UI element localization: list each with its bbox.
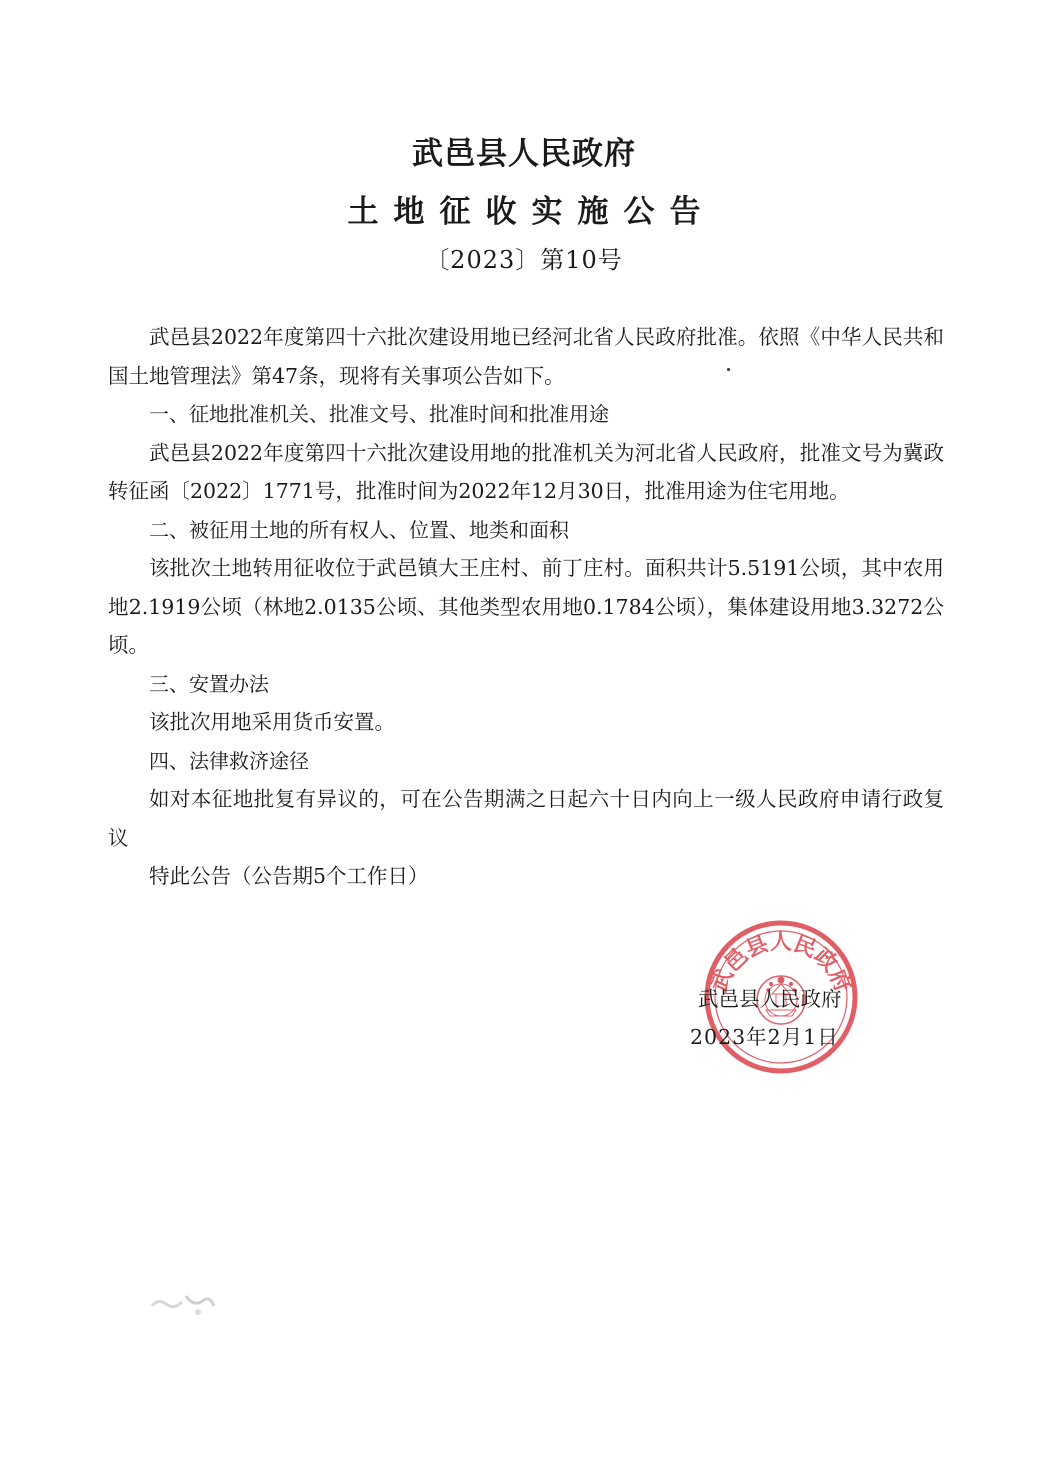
paragraph-remedy: 如对本征地批复有异议的，可在公告期满之日起六十日内向上一级人民政府申请行政复议 xyxy=(108,787,944,850)
document-body xyxy=(108,318,944,896)
signature-date: 2023年2月1日 xyxy=(690,1025,839,1049)
paragraph-approval: 武邑县2022年度第四十六批次建设用地的批准机关为河北省人民政府，批准文号为冀政转征函〔2022〕1771号，批准时间为2022年12月30日，批准用途为住宅用地。 xyxy=(108,440,944,503)
seal-text-path: 武邑县人民政府 xyxy=(705,929,857,996)
signature-org: 武邑县人民政府 xyxy=(698,987,842,1011)
section-heading-3: 三、安置办法 xyxy=(149,671,269,696)
scan-smudge-icon xyxy=(148,1288,218,1318)
org-title: 武邑县人民政府 xyxy=(412,136,636,172)
scan-speck xyxy=(727,368,730,371)
paragraph-intro: 武邑县2022年度第四十六批次建设用地已经河北省人民政府批准。依照《中华人民共和国土地管理法》第47条，现将有关事项公告如下。 xyxy=(108,325,944,388)
paragraph-resettlement: 该批次用地采用货币安置。 xyxy=(149,710,395,734)
notice-title: 土地征收实施公告 xyxy=(347,194,716,230)
document-number: 〔2023〕第10号 xyxy=(425,246,623,274)
paragraph-closing: 特此公告（公告期5个工作日） xyxy=(149,864,429,888)
section-heading-1: 一、征地批准机关、批准文号、批准时间和批准用途 xyxy=(149,402,609,426)
signature-block xyxy=(690,980,870,1056)
section-heading-4: 四、法律救济途径 xyxy=(149,748,309,773)
paragraph-land: 该批次土地转用征收位于武邑镇大王庄村、前丁庄村。面积共计5.5191公顷，其中农用地2.1919公顷（林地2.0135公顷、其他类型农用地0.1784公顷），集体建设用地3.3272公顷。 xyxy=(108,556,944,657)
section-heading-2: 二、被征用土地的所有权人、位置、地类和面积 xyxy=(149,517,569,542)
